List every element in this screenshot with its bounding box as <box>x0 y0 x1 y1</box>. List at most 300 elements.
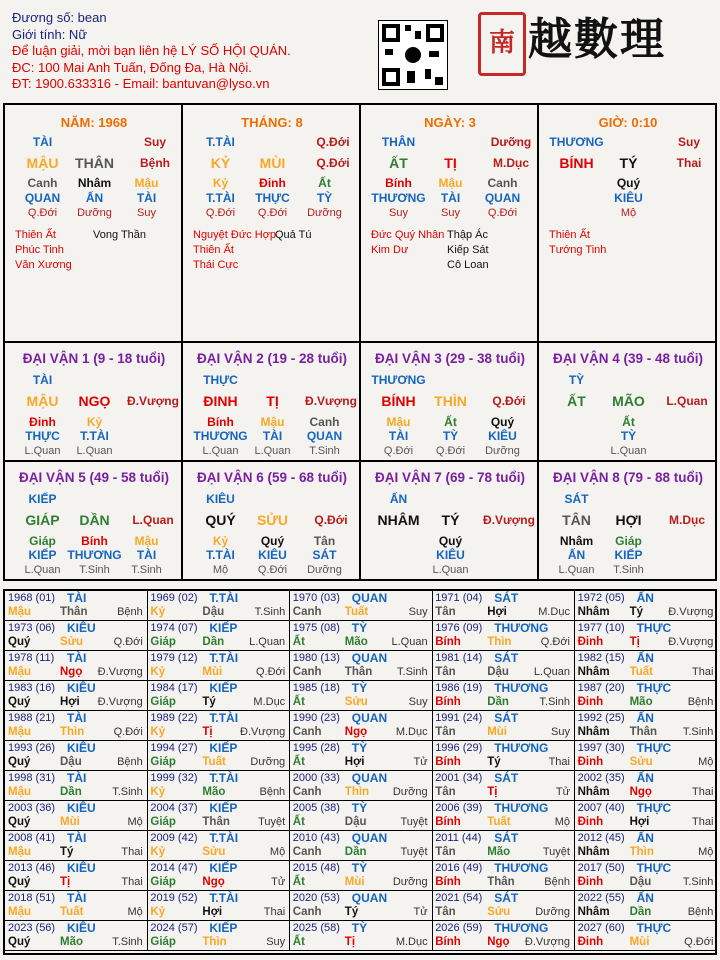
year-stem: Tân <box>435 606 456 618</box>
year-stage: Mộ <box>127 906 143 918</box>
year-cell <box>432 591 575 621</box>
year-stem: Kỷ <box>150 726 166 738</box>
dv-hidden-god: TỲ <box>620 429 637 443</box>
dai-van-stem: QUÝ <box>205 512 236 528</box>
year-god: T.TÀI <box>209 711 239 725</box>
qr-code-icon[interactable] <box>378 20 448 90</box>
year-stage: Thai <box>548 756 570 768</box>
hidden-stage-1: Q.Đới <box>27 207 58 219</box>
dv-hidden-god: T.TÀI <box>80 429 109 443</box>
year-cell <box>290 831 433 861</box>
hidden-stem-3: Mậu <box>134 176 159 190</box>
dv-hidden-stem: Đinh <box>29 415 56 429</box>
year-cell <box>432 681 575 711</box>
year-cell <box>147 591 290 621</box>
year-cell <box>432 741 575 771</box>
year-label: 1992 (25) <box>577 712 625 724</box>
year-god: THỰC <box>636 621 672 635</box>
year-stage: Dưỡng <box>392 876 428 888</box>
year-god: SÁT <box>494 651 519 665</box>
year-branch: Ngọ <box>629 786 652 798</box>
hidden-stage-3: Suy <box>137 207 156 219</box>
year-branch: Ngọ <box>344 726 368 738</box>
year-stem: Mậu <box>8 606 31 618</box>
hidden-god-3: TÀI <box>136 191 157 205</box>
year-stage: Thai <box>263 906 286 918</box>
year-cell <box>5 831 148 861</box>
year-branch: Tuất <box>629 666 654 678</box>
year-god: KIÊU <box>67 741 96 755</box>
year-label: 1977 (10) <box>577 622 625 634</box>
dai-van-stage: Q.Đới <box>314 513 348 527</box>
star-right: Kiếp Sát <box>447 244 489 256</box>
year-god: QUAN <box>351 711 388 725</box>
year-cell <box>147 861 290 891</box>
year-god: ẤN <box>636 891 654 905</box>
year-god: T.TÀI <box>209 831 239 845</box>
star-left: Thiên Ất <box>193 244 234 256</box>
year-cell <box>5 651 148 681</box>
year-god: TỲ <box>351 861 368 875</box>
year-label: 1969 (02) <box>150 592 198 604</box>
year-stem: Mậu <box>8 726 31 738</box>
hidden-god-2: THỰC <box>255 191 290 205</box>
dai-van-god: KIẾP <box>28 492 57 506</box>
year-stage: Q.Đới <box>684 936 714 948</box>
year-cell <box>575 831 718 861</box>
dai-van-branch: THÌN <box>434 393 467 409</box>
year-stage: Tử <box>555 786 570 798</box>
year-stage: Tuyệt <box>400 846 428 858</box>
year-stage: Tuyệt <box>258 816 286 828</box>
year-label: 2015 (48) <box>292 862 340 874</box>
year-cell <box>5 801 148 831</box>
year-cell <box>290 711 433 741</box>
hidden-stem-1: Kỷ <box>212 176 229 190</box>
dv-hidden-stage: L.Quan <box>254 445 291 457</box>
year-cell <box>290 591 433 621</box>
dai-van-stem: TÂN <box>562 512 591 528</box>
year-cell <box>575 591 718 621</box>
year-label: 2026 (59) <box>435 922 483 934</box>
earthly-branch: TÝ <box>619 155 638 171</box>
year-stage: Thai <box>121 876 143 888</box>
year-label: 1984 (17) <box>150 682 198 694</box>
year-branch: Dậu <box>202 606 225 618</box>
year-god: ẤN <box>636 831 654 845</box>
year-god: THỰC <box>636 801 672 815</box>
year-branch: Dần <box>487 696 509 708</box>
year-stage: Thai <box>691 666 714 678</box>
heavenly-stem: BÍNH <box>559 155 594 171</box>
year-label: 2003 (36) <box>8 802 56 814</box>
star-left: Thiên Ất <box>549 229 590 241</box>
year-cell <box>290 891 433 921</box>
year-label: 1995 (28) <box>292 742 340 754</box>
year-stage: Tử <box>413 756 428 768</box>
hidden-stem-2: Quý <box>616 176 641 190</box>
year-label: 1971 (04) <box>435 592 483 604</box>
year-cell <box>290 621 433 651</box>
year-god: KIẾP <box>209 741 238 755</box>
year-god: SÁT <box>494 891 519 905</box>
year-stem: Nhâm <box>577 786 610 798</box>
year-label: 1990 (23) <box>292 712 340 724</box>
year-stem: Canh <box>292 666 322 678</box>
year-label: 2024 (57) <box>150 922 198 934</box>
dv-hidden-stem: Quý <box>260 534 285 548</box>
year-stage: Dưỡng <box>250 756 286 768</box>
year-god: THỰC <box>636 681 672 695</box>
year-stem: Canh <box>292 786 322 798</box>
year-god: TÀI <box>67 831 87 845</box>
year-label: 2022 (55) <box>577 892 625 904</box>
dai-van-god: THƯƠNG <box>371 373 426 387</box>
year-stage: Mộ <box>127 816 143 828</box>
star-left: Kim Dư <box>371 244 409 256</box>
dv-hidden-stage: L.Quan <box>610 445 647 457</box>
year-cell <box>5 741 148 771</box>
year-label: 2008 (41) <box>8 832 56 844</box>
year-cell <box>432 711 575 741</box>
year-stem: Mậu <box>8 666 31 678</box>
hidden-stem-2: Mậu <box>438 176 463 190</box>
stage-branch: Thai <box>676 156 702 170</box>
year-label: 1987 (20) <box>577 682 625 694</box>
year-branch: Hợi <box>60 696 80 708</box>
year-stem: Giáp <box>150 816 176 828</box>
year-stem: Giáp <box>150 756 176 768</box>
dv-hidden-stage: Dưỡng <box>485 445 520 457</box>
year-stem: Ất <box>292 816 305 828</box>
year-stem: Giáp <box>150 636 176 648</box>
year-cell <box>5 681 148 711</box>
year-cell <box>290 741 433 771</box>
year-cell <box>290 681 433 711</box>
year-god: ẤN <box>636 711 654 725</box>
year-label: 2018 (51) <box>8 892 56 904</box>
year-branch: Tị <box>202 726 213 738</box>
year-branch: Ngọ <box>487 936 510 948</box>
year-stage: Thai <box>121 846 143 858</box>
year-stage: Mộ <box>554 816 570 828</box>
dv-hidden-stem: Nhâm <box>559 534 594 548</box>
year-stage: Mộ <box>698 756 714 768</box>
dai-van-stage: L.Quan <box>666 394 708 408</box>
year-label: 2002 (35) <box>577 772 625 784</box>
year-branch: Tị <box>487 786 498 798</box>
year-branch: Mão <box>629 696 653 708</box>
year-cell <box>5 591 148 621</box>
year-god: KIÊU <box>67 681 96 695</box>
year-cell <box>432 621 575 651</box>
dv-hidden-god: TÀI <box>136 548 157 562</box>
year-stage: L.Quan <box>249 636 286 648</box>
hidden-stem-3: Canh <box>487 176 518 190</box>
year-branch: Thìn <box>629 846 654 858</box>
dai-van-god: SÁT <box>564 492 589 506</box>
year-stem: Nhâm <box>577 606 610 618</box>
year-god: TỲ <box>351 741 368 755</box>
dai-van-stem: BÍNH <box>381 393 416 409</box>
year-label: 2017 (50) <box>577 862 625 874</box>
dai-van-god: KIÊU <box>206 492 235 506</box>
year-cell <box>575 921 718 951</box>
year-stem: Bính <box>435 696 461 708</box>
year-label: 1988 (21) <box>8 712 56 724</box>
year-cell <box>575 801 718 831</box>
year-label: 2010 (43) <box>292 832 340 844</box>
year-stage: Q.Đới <box>113 726 143 738</box>
year-branch: Tý <box>344 906 359 918</box>
dv-hidden-god: QUAN <box>306 429 343 443</box>
year-stem: Giáp <box>150 876 176 888</box>
hidden-god-2: TÀI <box>440 191 461 205</box>
stage-top: Suy <box>143 135 166 149</box>
dv-hidden-god: KIẾP <box>28 548 57 562</box>
year-god: T.TÀI <box>209 651 239 665</box>
year-label: 2005 (38) <box>292 802 340 814</box>
year-cell <box>147 771 290 801</box>
year-god: QUAN <box>351 651 388 665</box>
year-stem: Canh <box>292 846 322 858</box>
year-god: ẤN <box>636 651 654 665</box>
year-cell <box>147 801 290 831</box>
year-god: KIÊU <box>67 921 96 935</box>
year-branch: Ngọ <box>202 876 225 888</box>
year-stem: Kỷ <box>150 666 166 678</box>
year-cell <box>575 741 718 771</box>
stage-top: Q.Đới <box>316 135 350 149</box>
year-branch: Dậu <box>629 876 652 888</box>
dv-hidden-stage: L.Quan <box>202 445 239 457</box>
star-left: Thái Cực <box>193 259 239 271</box>
year-label: 1994 (27) <box>150 742 198 754</box>
year-god: TỲ <box>351 621 368 635</box>
hidden-stage-2: Q.Đới <box>257 207 288 219</box>
year-branch: Thân <box>344 666 373 678</box>
year-label: 2000 (33) <box>292 772 340 784</box>
year-label: 2013 (46) <box>8 862 56 874</box>
pillar-title: THÁNG: 8 <box>241 115 303 130</box>
year-label: 1976 (09) <box>435 622 483 634</box>
dv-hidden-god: KIÊU <box>258 548 287 562</box>
year-cell <box>432 771 575 801</box>
dv-hidden-stage: Mộ <box>212 564 229 576</box>
year-label: 2025 (58) <box>292 922 340 934</box>
year-branch: Mùi <box>202 666 223 678</box>
year-stage: Bệnh <box>117 606 143 618</box>
year-stage: Q.Đới <box>255 666 286 678</box>
year-cell <box>575 681 718 711</box>
dai-van-branch: NGỌ <box>78 393 111 409</box>
year-stem: Kỷ <box>150 786 166 798</box>
year-god: THỰC <box>636 861 672 875</box>
ten-god-top: T.TÀI <box>206 135 235 149</box>
year-stem: Kỷ <box>150 846 166 858</box>
year-cell <box>5 711 148 741</box>
year-stage: Q.Đới <box>540 636 570 648</box>
hidden-stem-1: Canh <box>27 176 58 190</box>
year-god: THƯƠNG <box>494 861 549 875</box>
year-god: QUAN <box>351 831 388 845</box>
year-stem: Quý <box>8 696 31 708</box>
year-branch: Sửu <box>202 846 226 858</box>
dv-hidden-stage: Q.Đới <box>435 445 466 457</box>
year-god: QUAN <box>351 771 388 785</box>
year-cell <box>147 891 290 921</box>
year-branch: Mùi <box>60 816 80 828</box>
dai-van-branch: SỬU <box>256 512 289 528</box>
dv-hidden-stem: Mậu <box>386 415 411 429</box>
star-left: Tướng Tinh <box>549 244 607 256</box>
pillar-title: NĂM: 1968 <box>60 115 128 130</box>
year-branch: Mão <box>202 786 226 798</box>
year-god: TỲ <box>351 921 368 935</box>
dai-van-4 <box>539 343 717 458</box>
dv-hidden-stage: Dưỡng <box>307 564 342 576</box>
year-god: KIẾP <box>209 681 238 695</box>
year-branch: Tị <box>344 936 356 948</box>
year-branch: Tị <box>60 876 71 888</box>
year-branch: Thìn <box>487 636 512 648</box>
year-stem: Kỷ <box>150 906 166 918</box>
dai-van-stage: Đ.Vượng <box>483 513 535 527</box>
hidden-stage-3: Q.Đới <box>487 207 518 219</box>
dv-hidden-god: T.TÀI <box>206 548 235 562</box>
hidden-stage-2: Mộ <box>620 207 637 219</box>
year-stem: Tân <box>435 666 456 678</box>
hidden-stage-1: Suy <box>389 207 408 219</box>
year-cell <box>147 741 290 771</box>
dv-hidden-god: KIÊU <box>488 429 517 443</box>
year-stem: Giáp <box>150 696 176 708</box>
year-branch: Thân <box>60 606 88 618</box>
year-stem: Quý <box>8 756 31 768</box>
year-stage: Bệnh <box>687 696 714 708</box>
dv-hidden-stem: Canh <box>309 415 340 429</box>
dai-van-3 <box>361 343 539 458</box>
dv-hidden-stage: L.Quan <box>558 564 595 576</box>
subject-name: Đương số: bean <box>12 10 107 25</box>
year-stem: Quý <box>8 816 31 828</box>
year-god: KIÊU <box>67 801 96 815</box>
star-right: Cô Loan <box>447 259 489 271</box>
dai-van-1 <box>5 343 183 458</box>
year-cell <box>575 711 718 741</box>
year-stage: T.Sinh <box>112 936 143 948</box>
year-label: 1982 (15) <box>577 652 625 664</box>
year-label: 1991 (24) <box>435 712 483 724</box>
year-god: KIẾP <box>209 921 238 935</box>
dv-hidden-stem: Kỷ <box>86 415 103 429</box>
dai-van-stage: M.Dục <box>669 513 705 527</box>
year-stem: Tân <box>435 726 456 738</box>
year-cell <box>432 891 575 921</box>
hidden-stem-2: Đinh <box>259 176 286 190</box>
dv-hidden-stem: Giáp <box>29 534 56 548</box>
year-stem: Ất <box>292 756 305 768</box>
year-label: 2004 (37) <box>150 802 198 814</box>
dai-van-branch: HỢI <box>615 512 642 528</box>
dai-van-8 <box>539 462 717 577</box>
year-stem: Nhâm <box>577 846 610 858</box>
year-stage: Bệnh <box>687 906 714 918</box>
year-stage: Thai <box>691 816 714 828</box>
year-stage: M.Dục <box>395 936 428 948</box>
year-god: QUAN <box>351 891 388 905</box>
year-stem: Đinh <box>577 816 604 828</box>
year-branch: Tuất <box>202 756 226 768</box>
year-stage: Q.Đới <box>113 636 143 648</box>
year-label: 2011 (44) <box>435 832 482 844</box>
year-god: KIÊU <box>67 861 96 875</box>
year-cell <box>147 711 290 741</box>
pillar-4 <box>539 105 717 339</box>
year-cell <box>290 651 433 681</box>
year-cell <box>290 771 433 801</box>
year-branch: Sửu <box>487 906 511 918</box>
dv-hidden-stage: L.Quan <box>24 445 61 457</box>
year-branch: Thân <box>629 726 658 738</box>
dai-van-branch: TỊ <box>266 393 279 409</box>
year-god: SÁT <box>494 591 519 605</box>
star-left: Thiên Ất <box>15 229 56 241</box>
year-stem: Bính <box>435 876 461 888</box>
year-stage: L.Quan <box>533 666 570 678</box>
stage-top: Suy <box>677 135 700 149</box>
dv-hidden-god: TỲ <box>442 429 459 443</box>
year-branch: Tý <box>60 846 74 858</box>
year-branch: Tý <box>202 696 216 708</box>
year-god: T.TÀI <box>209 591 239 605</box>
year-stem: Tân <box>435 906 456 918</box>
year-stage: Đ.Vượng <box>97 666 143 678</box>
year-stem: Đinh <box>577 876 604 888</box>
year-stem: Quý <box>8 636 31 648</box>
dv-hidden-god: ẤN <box>567 548 586 562</box>
year-label: 2001 (34) <box>435 772 483 784</box>
year-stem: Mậu <box>8 786 31 798</box>
year-god: TÀI <box>67 711 87 725</box>
year-stage: T.Sinh <box>112 786 143 798</box>
dai-van-stem: ĐINH <box>203 393 238 409</box>
dv-hidden-god: KIÊU <box>436 548 465 562</box>
year-branch: Mão <box>344 636 368 648</box>
year-label: 2019 (52) <box>150 892 198 904</box>
year-god: ẤN <box>636 771 654 785</box>
dv-hidden-stage: Q.Đới <box>257 564 288 576</box>
year-branch: Dậu <box>344 816 367 828</box>
pillar-3 <box>361 105 539 339</box>
dv-hidden-stem: Mậu <box>134 534 159 548</box>
year-label: 2023 (56) <box>8 922 56 934</box>
dai-van-title: ĐẠI VẬN 2 (19 - 28 tuổi) <box>196 351 348 366</box>
year-label: 1980 (13) <box>292 652 340 664</box>
year-cell <box>147 651 290 681</box>
year-branch: Hợi <box>202 906 223 918</box>
year-stem: Mậu <box>8 906 31 918</box>
year-stage: Suy <box>551 726 570 738</box>
phone-email-line: ĐT: 1900.633316 - Email: bantuvan@lyso.vn <box>12 76 270 91</box>
year-stem: Canh <box>292 606 322 618</box>
year-label: 1996 (29) <box>435 742 483 754</box>
dv-hidden-stem: Ất <box>444 415 457 429</box>
dv-hidden-stem: Ất <box>622 415 635 429</box>
dv-hidden-god: KIẾP <box>614 548 643 562</box>
star-right: Thập Ác <box>447 229 488 241</box>
hidden-god-1: T.TÀI <box>206 191 235 205</box>
